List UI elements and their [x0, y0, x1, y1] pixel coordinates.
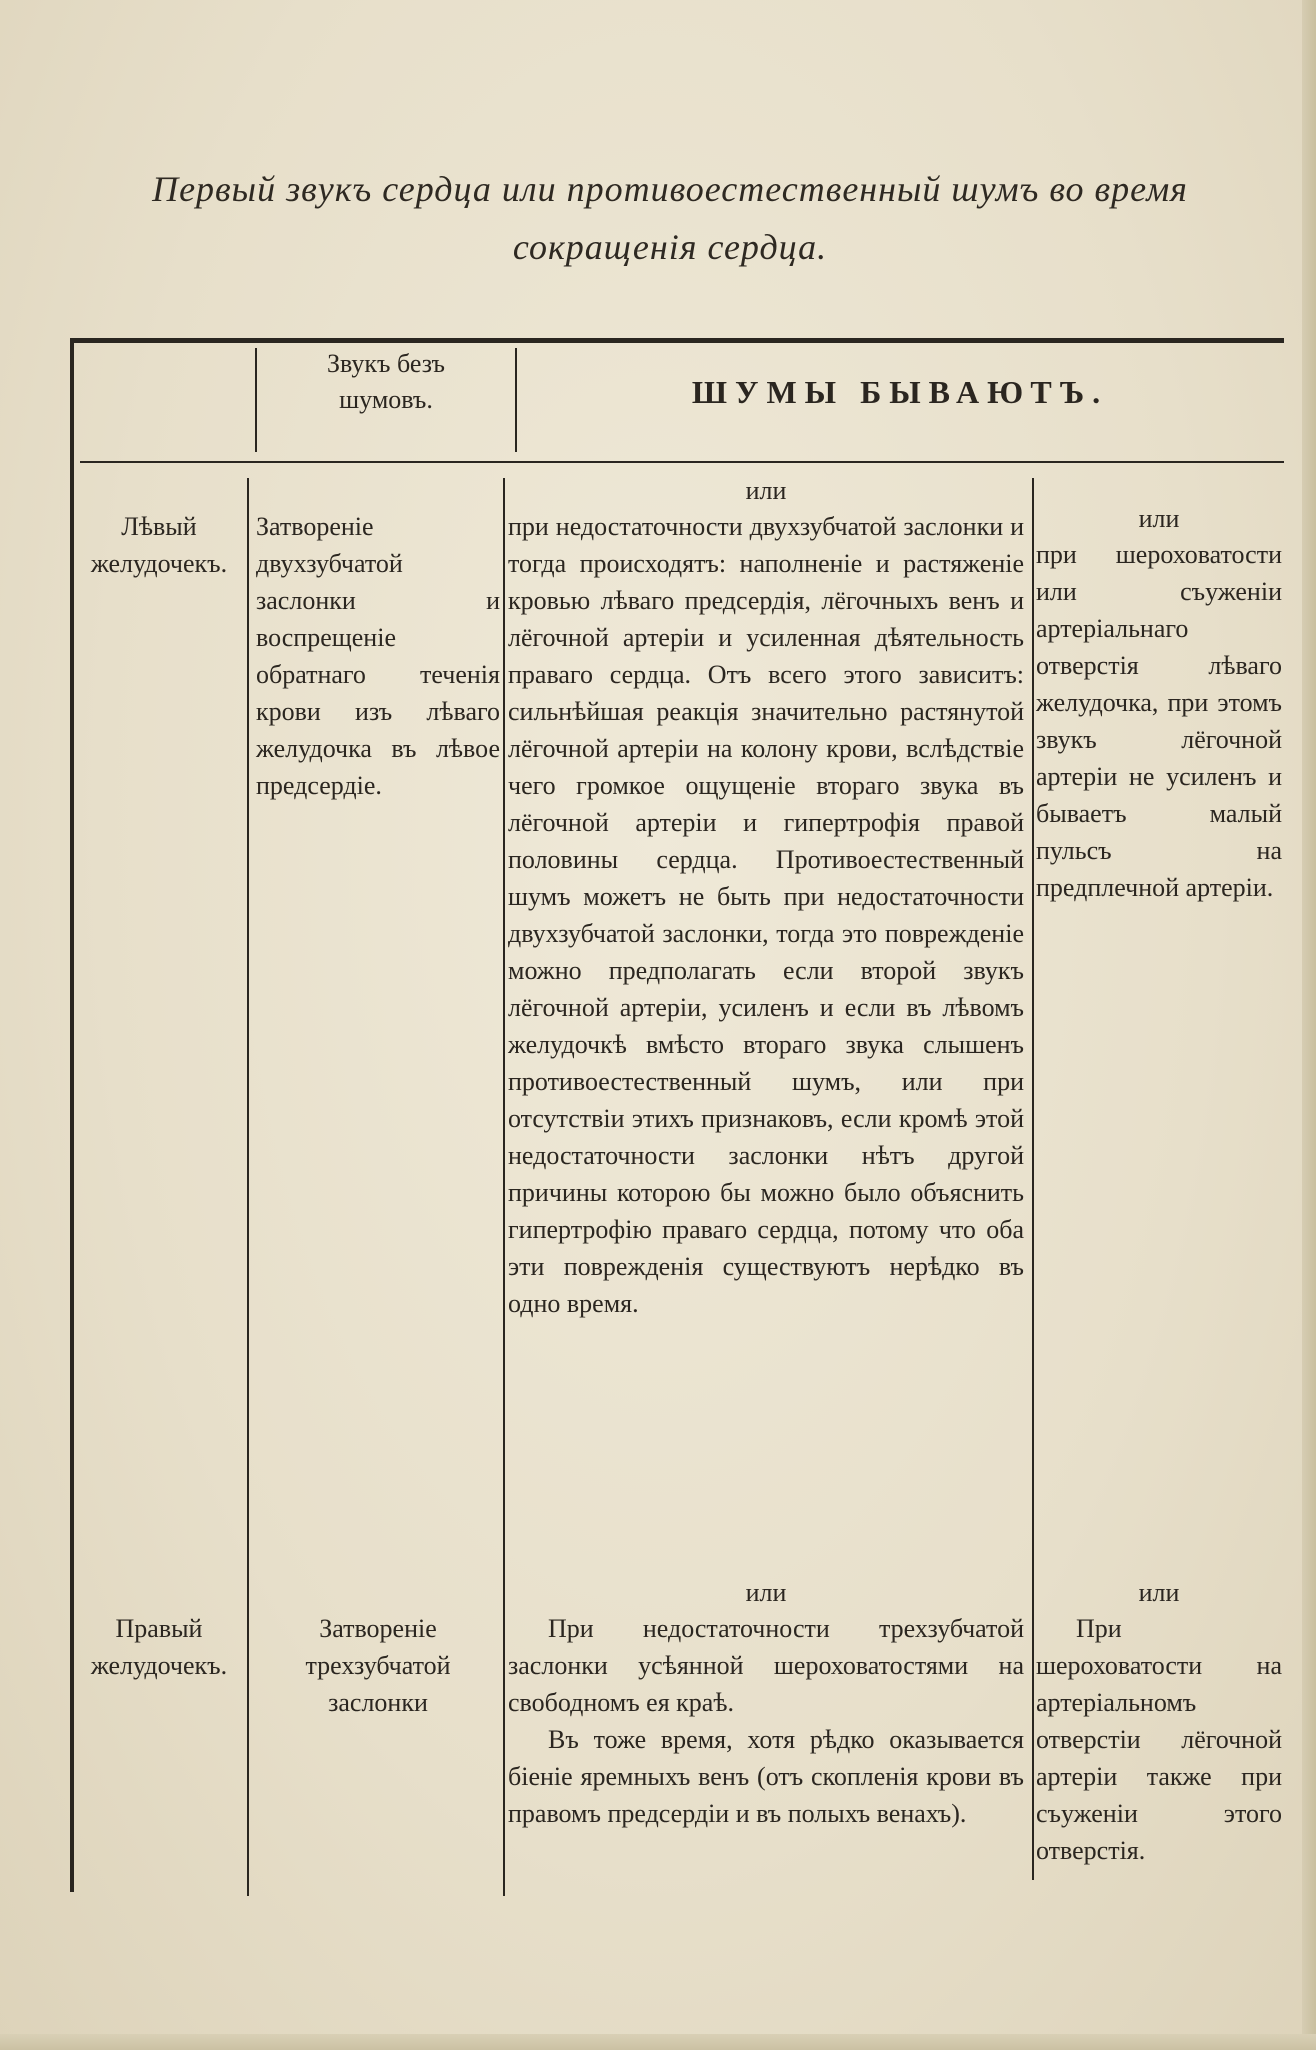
row-left-ventricle-name: Лѣвый желудочекъ. [90, 512, 228, 578]
row-right-ventricle-sound: Затвореніе трехзубчатой заслонки [305, 1614, 451, 1717]
row-right-ventricle-noise2-or: или [1138, 1578, 1180, 1607]
header-sound-line-1: Звукъ безъ [326, 349, 445, 378]
column-divider-2 [503, 478, 505, 1896]
header-sound-without-noises [260, 346, 512, 418]
heading-line-1: Первый звукъ сердца или противоестественный шумъ во время [152, 169, 1188, 209]
row-right-ventricle-name: Правый желудочекъ. [90, 1614, 228, 1680]
row-right-ventricle-noise1 [508, 1610, 1024, 1832]
row-left-ventricle-noise1-or: или [745, 476, 787, 505]
header-sound-line-2: шумовъ. [339, 385, 433, 414]
header-noises: ШУМЫ БЫВАЮТЪ. [691, 374, 1109, 410]
table-top-rule [70, 338, 1284, 343]
heading-line-2: сокращенія сердца. [512, 227, 828, 267]
row-left-ventricle-sound: Затвореніе двухзубчатой заслонки и воспрещеніе обратнаго теченія крови изъ лѣваго желудочка въ лѣвое предсердіе. [256, 512, 500, 800]
page-heading [120, 160, 1220, 276]
page-edge-bottom [0, 2034, 1316, 2050]
row-right-ventricle-noise2: При шероховатости на артеріальномъ отверстіи лёгочной артеріи также при съуженіи этого отверстія. [1036, 1614, 1282, 1865]
table-header-rule [80, 461, 1284, 463]
row-right-ventricle-noise1-para-2: Въ тоже время, хотя рѣдко оказывается біеніе яремныхъ венъ (отъ скопленія крови въ правомъ предсердіи и въ полыхъ венахъ). [508, 1725, 1024, 1828]
column-divider-1 [247, 478, 249, 1896]
column-divider-3 [1032, 478, 1034, 1880]
row-left-ventricle-noise1: при недостаточности двухзубчатой заслонки и тогда происходятъ: наполненіе и растяженіе кровью лѣваго предсердія, лёгочныхъ венъ и лёгочной артеріи и усиленная дѣятельность праваго сердца. Отъ всего этого зависитъ: сильнѣйшая реакція значительно растянутой лёгочной артеріи на колону крови, вслѣдствіе чего громкое ощущеніе втораго звука въ лёгочной артеріи и гипертрофія правой половины сердца. Противоестественный шумъ можетъ не быть при недостаточности двухзубчатой заслонки, тогда это поврежденіе можно предполагать если второй звукъ лёгочной артеріи, усиленъ и если въ лѣвомъ желудочкѣ вмѣсто втораго звука слышенъ противоестественный шумъ, или при отсутствіи этихъ признаковъ, если кромѣ этой недостаточности заслонки нѣтъ другой причины которою бы можно было объяснить гипертрофію праваго сердца, потому что оба эти поврежденія существуютъ нерѣдко въ одно время. [508, 512, 1024, 1318]
row-left-ventricle-noise2-or: или [1138, 504, 1180, 533]
header-divider-2 [515, 348, 517, 452]
page-edge-right [1302, 0, 1316, 2050]
table-left-border [70, 340, 74, 1892]
row-left-ventricle-noise2: при шероховатости или съуженіи артеріальнаго отверстія лѣваго желудочка, при этомъ звукъ лёгочной артеріи не усиленъ и бываетъ малый пульсъ на предплечной артеріи. [1036, 540, 1282, 902]
row-right-ventricle-noise1-para-1: При недостаточности трехзубчатой заслонки усѣянной шероховатостями на свободномъ ея краѣ. [508, 1614, 1024, 1717]
row-right-ventricle-noise1-or: или [745, 1578, 787, 1607]
header-divider-1 [255, 348, 257, 452]
